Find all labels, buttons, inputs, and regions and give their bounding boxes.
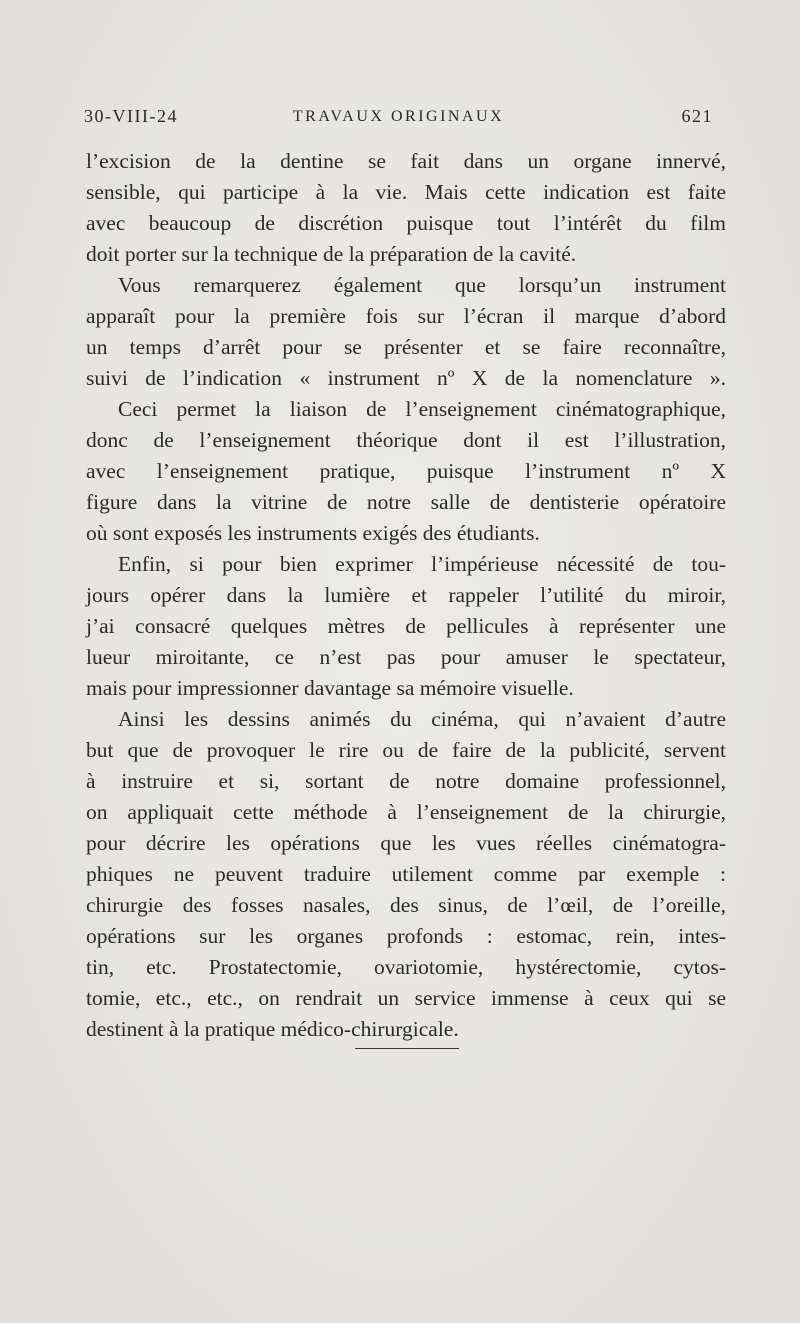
text-line: tin, etc. Prostatectomie, ovariotomie, hystérectomie, cytos- [86,955,726,979]
paragraph [86,704,726,1045]
text-line: j’ai consacré quelques mètres de pellicules à représenter une [86,614,726,638]
running-header [84,106,713,136]
text-line: à instruire et si, sortant de notre domaine professionnel, [86,769,726,793]
text-line: donc de l’enseignement théorique dont il est l’illustration, [86,428,726,452]
text-line: opérations sur les organes profonds : estomac, rein, intes- [86,924,726,948]
text-line: but que de provoquer le rire ou de faire de la publicité, servent [86,738,726,762]
text-line: on appliquait cette méthode à l’enseignement de la chirurgie, [86,800,726,824]
body-text [86,146,726,1045]
section-end-rule [355,1048,459,1049]
paragraph [86,394,726,549]
page-number: 621 [681,106,713,126]
text-line: tomie, etc., etc., on rendrait un service immense à ceux qui se [86,986,726,1010]
text-line: doit porter sur la technique de la préparation de la cavité. [86,242,577,266]
text-line: pour décrire les opérations que les vues réelles cinématogra- [86,831,726,855]
text-line: Ceci permet la liaison de l’enseignement cinématographique, [118,397,726,421]
text-line: sensible, qui participe à la vie. Mais cette indication est faite [86,180,726,204]
text-line: où sont exposés les instruments exigés des étudiants. [86,521,540,545]
text-line: jours opérer dans la lumière et rappeler l’utilité du miroir, [86,583,726,607]
text-line: lueur miroitante, ce n’est pas pour amuser le spectateur, [86,645,726,669]
header-section-title: TRAVAUX ORIGINAUX [292,108,505,125]
text-line: Vous remarquerez également que lorsqu’un instrument [118,273,726,297]
text-line: phiques ne peuvent traduire utilement comme par exemple : [86,862,726,886]
paragraph [86,270,726,394]
paragraph [86,146,726,270]
text-line: apparaît pour la première fois sur l’écran il marque d’abord [86,304,726,328]
text-line: chirurgie des fosses nasales, des sinus, de l’œil, de l’oreille, [86,893,726,917]
text-line: avec l’enseignement pratique, puisque l’instrument nº X [86,459,726,483]
text-line: figure dans la vitrine de notre salle de dentisterie opératoire [86,490,726,514]
header-date: 30-VIII-24 [84,106,178,126]
text-line: Enfin, si pour bien exprimer l’impérieuse nécessité de tou- [118,552,726,576]
text-line: avec beaucoup de discrétion puisque tout l’intérêt du film [86,211,726,235]
text-line: Ainsi les dessins animés du cinéma, qui n’avaient d’autre [118,707,726,731]
text-line: l’excision de la dentine se fait dans un organe innervé, [86,149,726,173]
text-line: mais pour impressionner davantage sa mémoire visuelle. [86,676,574,700]
paragraph [86,549,726,704]
text-line: suivi de l’indication « instrument nº X de la nomenclature ». [86,366,726,390]
text-line: destinent à la pratique médico-chirurgicale. [86,1017,459,1041]
text-line: un temps d’arrêt pour se présenter et se faire reconnaître, [86,335,726,359]
